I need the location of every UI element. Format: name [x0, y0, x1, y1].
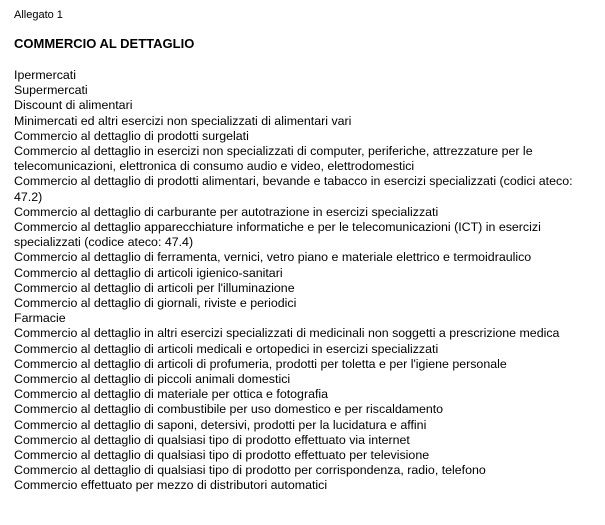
list-item: Commercio al dettaglio di articoli per l'illuminazione [14, 280, 295, 295]
list-item: Commercio al dettaglio di combustibile per uso domestico e per riscaldamento [14, 402, 444, 417]
list-item: Commercio al dettaglio di articoli medicali e ortopedici in esercizi specializzati [14, 341, 439, 356]
activity-list [14, 68, 594, 494]
document-page [14, 6, 594, 494]
list-item: Commercio al dettaglio di ferramenta, vernici, vetro piano e materiale elettrico e termoidraulico [14, 250, 532, 265]
list-item: Commercio al dettaglio di giornali, riviste e periodici [14, 296, 297, 311]
list-item: Commercio al dettaglio di qualsiasi tipo di prodotto per corrispondenza, radio, telefono [14, 463, 486, 478]
list-item: Commercio al dettaglio di materiale per ottica e fotografia [14, 387, 329, 402]
list-item: Commercio al dettaglio di qualsiasi tipo di prodotto effettuato via internet [14, 432, 410, 447]
attachment-label: Allegato 1 [14, 9, 63, 21]
list-item: Commercio al dettaglio apparecchiature informatiche e per le telecomunicazioni (ICT) in esercizi specializzati (codice ateco: 47.4) [14, 220, 541, 250]
list-item: Commercio al dettaglio di articoli di profumeria, prodotti per toletta e per l'igiene personale [14, 356, 507, 371]
list-item: Minimercati ed altri esercizi non specializzati di alimentari vari [14, 113, 352, 128]
list-item: Commercio al dettaglio di piccoli animali domestici [14, 372, 291, 387]
list-item: Discount di alimentari [14, 98, 133, 113]
list-item: Supermercati [14, 83, 88, 98]
list-item: Commercio effettuato per mezzo di distributori automatici [14, 478, 328, 493]
list-item: Commercio al dettaglio di prodotti surgelati [14, 128, 249, 143]
document-title: COMMERCIO AL DETTAGLIO [14, 36, 195, 51]
list-item: Commercio al dettaglio in altri esercizi specializzati di medicinali non soggetti a prescrizione medica [14, 326, 560, 341]
list-item: Commercio al dettaglio di qualsiasi tipo di prodotto effettuato per televisione [14, 448, 430, 463]
list-item: Commercio al dettaglio di articoli igienico-sanitari [14, 265, 283, 280]
list-item: Commercio al dettaglio di saponi, detersivi, prodotti per la lucidatura e affini [14, 417, 427, 432]
list-item: Commercio al dettaglio di prodotti alimentari, bevande e tabacco in esercizi specializzati (codici ateco: 47.2) [14, 174, 573, 204]
list-item: Commercio al dettaglio in esercizi non specializzati di computer, periferiche, attrezzature per le telecomunicazioni, elettronica di consumo audio e video, elettrodomestici [14, 144, 533, 174]
list-item: Ipermercati [14, 68, 76, 82]
list-item: Commercio al dettaglio di carburante per autotrazione in esercizi specializzati [14, 204, 439, 219]
list-item: Farmacie [14, 311, 66, 326]
